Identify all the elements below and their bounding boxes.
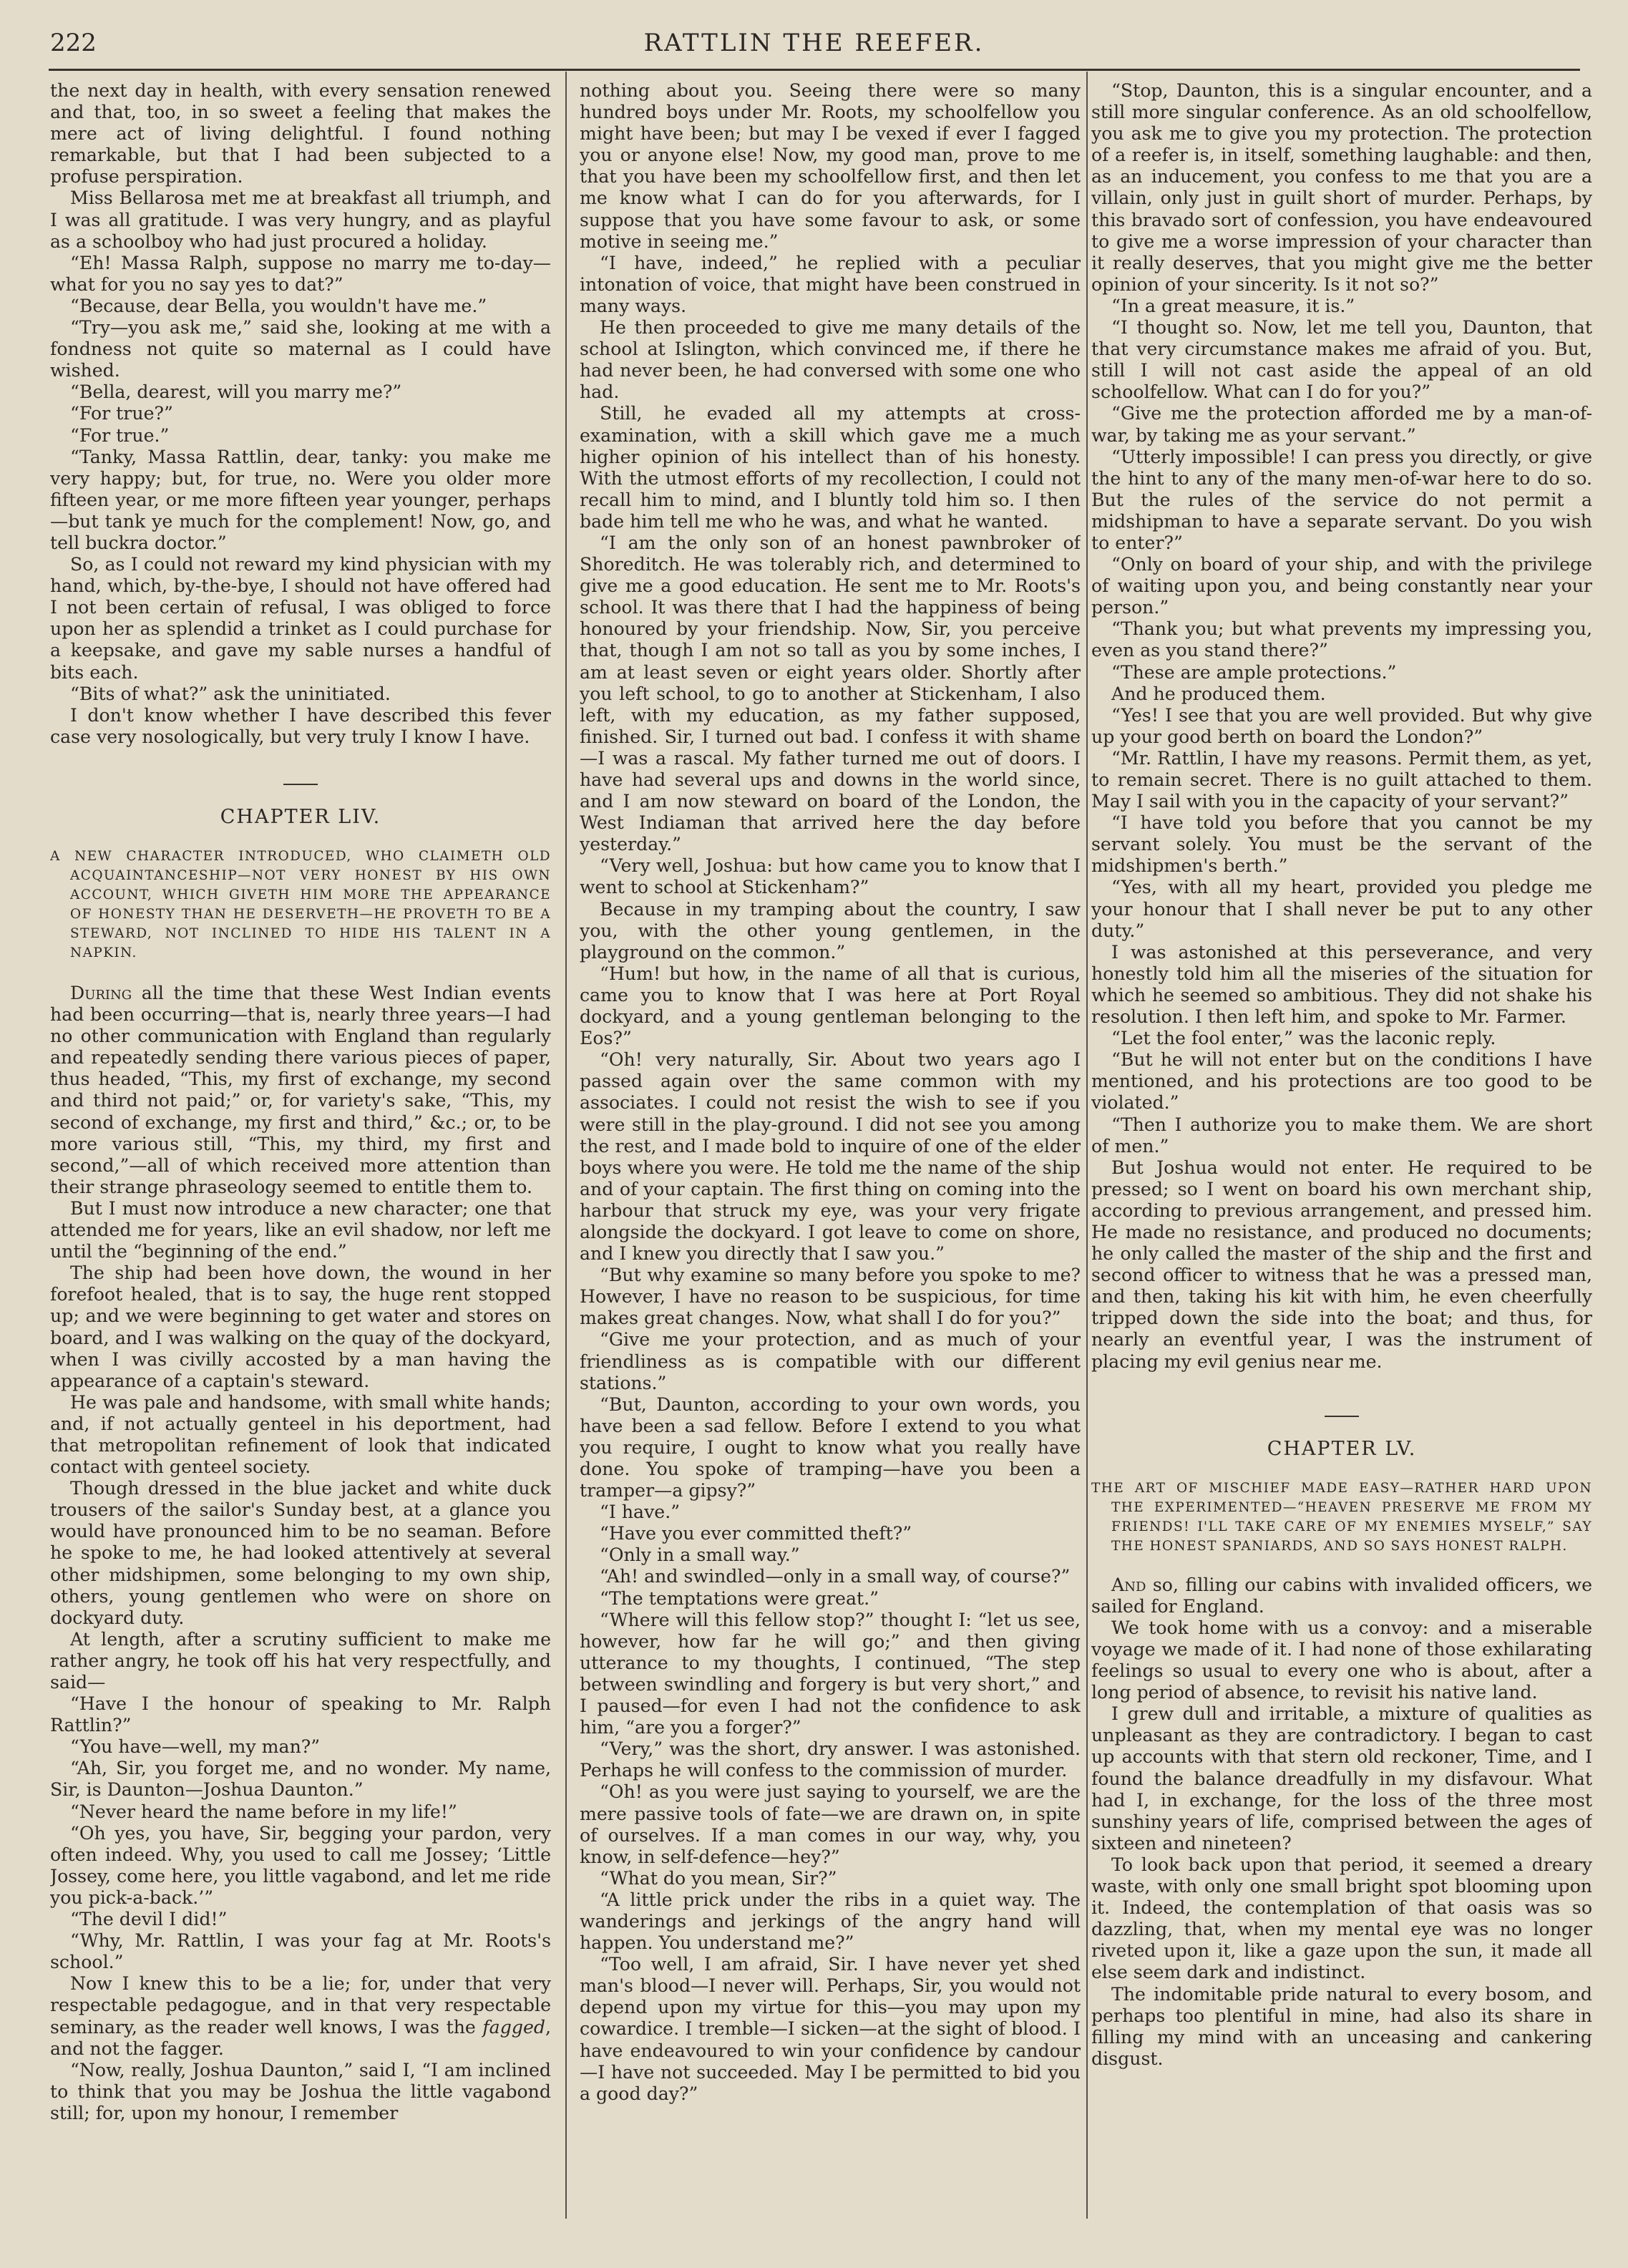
- drop-word: During: [70, 983, 132, 1003]
- paragraph: “For true.”: [70, 424, 170, 446]
- paragraph: “Let the fool enter,” was the laconic reply.: [1111, 1028, 1496, 1049]
- column-3: [1091, 80, 1592, 2213]
- header-rule: [49, 69, 1580, 71]
- paragraph: “What do you mean, Sir?”: [600, 1867, 837, 1889]
- paragraph: But Joshua would not enter. He required to be pressed; so I went on board his own merchant ship, according to previous arrangement, and pressed him. He made no resistance, and produced no documents; he only called the master of the ship and the first and second officer to witness that he was a pressed man, and then, taking his kit with him, he even cheerfully tripped down the side into the boat; and thus, for nearly an eventful year, I was the instrument of placing my evil genius near me.: [1091, 1157, 1592, 1372]
- paragraph: “A little prick under the ribs in a quiet way. The wanderings and jerkings of the angry hand will happen. You understand me?”: [580, 1889, 1081, 1954]
- column-1: [50, 80, 551, 2213]
- paragraph: “I have.”: [600, 1502, 681, 1523]
- paragraph: “In a great measure, it is.”: [1111, 295, 1355, 316]
- paragraph: “Only in a small way.”: [600, 1544, 800, 1566]
- paragraph: At length, after a scrutiny sufficient to make me rather angry, he took off his hat very respectfully, and said—: [50, 1628, 551, 1693]
- chapter-opening-paragraph: [1091, 1575, 1592, 1617]
- italic-word: fagged: [482, 2016, 545, 2038]
- paragraph: “But he will not enter but on the conditions I have mentioned, and his protections are too good to be violated.”: [1091, 1049, 1592, 1114]
- paragraph: “Where will this fellow stop?” thought I: “let us see, however, how far he will go;” and then giving utterance to my thoughts, I continued, “The step between swindling and forgery is but very short,” and I paused—for even I had not the confidence to ask him, “are you a forger?”: [580, 1609, 1081, 1738]
- paragraph: “Give me your protection, and as much of your friendliness as is compatible with our different stations.”: [580, 1329, 1081, 1393]
- paragraph: the next day in health, with every sensation renewed and that, too, in so sweet a feeling that makes the mere act of living delightful. I found nothing remarkable, but that I had been subjected to a profuse perspiration.: [50, 80, 551, 188]
- paragraph: “Try—you ask me,” said she, looking at me with a fondness not quite so maternal as I could have wished.: [50, 317, 551, 381]
- paragraph: “Only on board of your ship, and with the privilege of waiting upon you, and being constantly near your person.”: [1091, 554, 1592, 618]
- paragraph: “Have I the honour of speaking to Mr. Ralph Rattlin?”: [50, 1693, 551, 1736]
- paragraph: Miss Bellarosa met me at breakfast all triumph, and I was all gratitude. I was very hungry, and as playful as a schoolboy who had just procured a holiday.: [50, 188, 551, 252]
- paragraph: “These are ample protections.”: [1111, 661, 1397, 683]
- paragraph-text: , and not the fagger.: [50, 2016, 551, 2059]
- paragraph: “I have told you before that you cannot be my servant solely. You must be the servant of the midshipmen's berth.”: [1091, 812, 1592, 877]
- paragraph: “But why examine so many before you spoke to me? However, I have no reason to be suspicious, for time makes great changes. Now, what shall I do for you?”: [580, 1265, 1081, 1329]
- paragraph: “Very well, Joshua: but how came you to know that I went to school at Stickenham?”: [580, 855, 1081, 898]
- paragraph: I don't know whether I have described this fever case very nosologically, but very truly I know I have.: [50, 704, 551, 747]
- paragraph: “Why, Mr. Rattlin, I was your fag at Mr. Roots's school.”: [50, 1930, 551, 1973]
- column-2: [580, 80, 1081, 2213]
- paragraph: And he produced them.: [1111, 683, 1326, 704]
- paragraph: I grew dull and irritable, a mixture of qualities as unpleasant as they are contradictory. I began to cast up accounts with that stern old reckoner, Time, and I found the balance dreadfully in my disfavour. What had I, in exchange, for the loss of the three most sunshiny years of life, comprised between the ages of sixteen and nineteen?: [1091, 1703, 1592, 1854]
- paragraph: Though dressed in the blue jacket and white duck trousers of the sailor's Sunday best, at a glance you would have pronounced him to be no seaman. Before he spoke to me, he had looked attentively at several other midshipmen, some belonging to my own ship, others, young gentlemen who were on shore on dockyard duty.: [50, 1478, 551, 1628]
- paragraph: “Ah, Sir, you forget me, and no wonder. My name, Sir, is Daunton—Joshua Daunton.”: [50, 1758, 551, 1801]
- paragraph: The indomitable pride natural to every bosom, and perhaps too plentiful in mine, had also its share in filling my mind with an unceasing and cankering disgust.: [1091, 1983, 1592, 2069]
- paragraph: “Bella, dearest, will you marry me?”: [70, 381, 402, 403]
- paragraph: “The devil I did!”: [70, 1909, 228, 1930]
- chapter-title: CHAPTER LV.: [1267, 1437, 1417, 1460]
- running-title: RATTLIN THE REEFER.: [643, 29, 985, 57]
- paragraph: Still, he evaded all my attempts at cross-examination, with a skill which gave me a much higher opinion of his intellect than of his honesty. With the utmost efforts of my recollection, I could not recall him to mind, and I bluntly told him so. I then bade him tell me who he was, and what he wanted.: [580, 403, 1081, 532]
- paragraph: “I have, indeed,” he replied with a peculiar intonation of voice, that might have been construed in many ways.: [580, 252, 1081, 316]
- paragraph: But I must now introduce a new character; one that attended me for years, like an evil shadow, nor left me until the “beginning of the end.”: [50, 1197, 551, 1262]
- paragraph: “Eh! Massa Ralph, suppose no marry me to-day—what for you no say yes to dat?”: [50, 252, 551, 295]
- paragraph: “Stop, Daunton, this is a singular encounter, and a still more singular conference. As an old schoolfellow, you ask me to give you my protection. The protection of a reefer is, in itself, something laughable: and then, as an inducement, you confess to me that you are a villain, only just in guilt short of murder. Perhaps, by this bravado sort of confession, you have endeavoured to give me a worse impression of your character than it really deserves, that you might give me the better opinion of your sincerity. Is it not so?”: [1091, 80, 1592, 295]
- paragraph: I was astonished at this perseverance, and very honestly told him all the miseries of the situation for which he seemed so ambitious. They did not shake his resolution. I then left him, and spoke to Mr. Farmer.: [1091, 941, 1592, 1028]
- paragraph: [50, 1973, 551, 2059]
- paragraph: “Now, really, Joshua Daunton,” said I, “I am inclined to think that you may be Joshua the little vagabond still; for, upon my honour, I remember: [50, 2059, 551, 2123]
- paragraph: He then proceeded to give me many details of the school at Islington, which convinced me, if there he had never been, he had conversed with some one who had.: [580, 317, 1081, 403]
- paragraph: “Oh yes, you have, Sir, begging your pardon, very often indeed. Why, you used to call me Jossey; ‘Little Jossey, come here, you little vagabond, and let me ride you pick-a-back.’”: [50, 1822, 551, 1908]
- paragraph: “Too well, I am afraid, Sir. I have never yet shed man's blood—I never will. Perhaps, Sir, you would not depend upon my virtue for this—you may upon my cowardice. I tremble—I sicken—at the sight of blood. I have endeavoured to win your confidence by candour—I have not succeeded. May I be permitted to bid you a good day?”: [580, 1954, 1081, 2104]
- paragraph: The ship had been hove down, the wound in her forefoot healed, that is to say, the huge rent stopped up; and we were beginning to get water and stores on board, and I was walking on the quay of the dockyard, when I was civilly accosted by a man having the appearance of a captain's steward.: [50, 1262, 551, 1391]
- paragraph: “I thought so. Now, let me tell you, Daunton, that that very circumstance makes me afraid of you. But, still I will not cast aside the appeal of an old schoolfellow. What can I do for you?”: [1091, 317, 1592, 403]
- chapter-opening-paragraph: [50, 983, 551, 1198]
- chapter-title: CHAPTER LIV.: [220, 805, 381, 828]
- paragraph-text: Now I knew this to be a lie; for, under that very respectable pedagogue, and in that very respectable seminary, as the reader well knows, I was the: [50, 1973, 551, 2038]
- paragraph: “Thank you; but what prevents my impressing you, even as you stand there?”: [1091, 618, 1592, 661]
- paragraph: “Oh! very naturally, Sir. About two years ago I passed again over the same common with my associates. I could not resist the wish to see if you were still in the play-ground. I did not see you among the rest, and I made bold to inquire of one of the elder boys where you were. He told me the name of the ship and of your captain. The first thing on coming into the harbour that struck my eye, was your very frigate alongside the dockyard. I got leave to come on shore, and I knew you directly that I saw you.”: [580, 1049, 1081, 1265]
- paragraph: “For true?”: [70, 403, 173, 424]
- paragraph-text: all the time that these West Indian events had been occurring—that is, nearly three years—I had no other communication with England than regularly and repeatedly sending there various pieces of paper, thus headed, “This, my first of exchange, my second and third not paid;” or, for variety's sake, “This, my second of exchange, my first and third,” &c.; or, to be more various still, “This, my third, my first and second,”—all of which received more attention than their strange phraseology seemed to entitle them to.: [50, 983, 551, 1197]
- section-divider: [283, 784, 318, 785]
- section-divider: [1325, 1416, 1359, 1417]
- paragraph: Because in my tramping about the country, I saw you, with the other young gentlemen, in the playground on the common.”: [580, 898, 1081, 963]
- paragraph: “Give me the protection afforded me by a man-of-war, by taking me as your servant.”: [1091, 403, 1592, 446]
- paragraph: “The temptations were great.”: [600, 1587, 879, 1609]
- paragraph: “Have you ever committed theft?”: [600, 1523, 912, 1544]
- paragraph: “Very,” was the short, dry answer. I was astonished. Perhaps he will confess to the commission of murder.: [580, 1738, 1081, 1781]
- paragraph: “Hum! but how, in the name of all that is curious, came you to know that I was here at Port Royal dockyard, and a young gentleman belonging to the Eos?”: [580, 963, 1081, 1049]
- chapter-synopsis: THE ART OF MISCHIEF MADE EASY—RATHER HARD UPON THE EXPERIMENTED—“HEAVEN PRESERVE ME FROM MY FRIENDS! I'LL TAKE CARE OF MY ENEMIES MYSELF,” SAY THE HONEST SPANIARDS, AND SO SAYS HONEST RALPH.: [1091, 1480, 1592, 1554]
- paragraph-text: so, filling our cabins with invalided officers, we sailed for England.: [1091, 1574, 1592, 1617]
- page-number: 222: [50, 29, 97, 57]
- paragraph: “But, Daunton, according to your own words, you have been a sad fellow. Before I extend to you what you require, I ought to know what you really have done. You spoke of tramping—have you been a tramper—a gipsy?”: [580, 1393, 1081, 1502]
- paragraph: He was pale and handsome, with small white hands; and, if not actually genteel in his deportment, had that metropolitan refinement of look that indicated contact with genteel society.: [50, 1391, 551, 1478]
- paragraph: “I am the only son of an honest pawnbroker of Shoreditch. He was tolerably rich, and determined to give me a good education. He sent me to Mr. Roots's school. It was there that I had the happiness of being honoured by your friendship. Now, Sir, you perceive that, though I am not so tall as you by some inches, I am at least seven or eight years older. Shortly after you left school, to go to another at Stickenham, I also left, with my education, as my father supposed, finished. Sir, I turned out bad. I confess it with shame—I was a rascal. My father turned me out of doors. I have had several ups and downs in the world since, and I am now steward on board of the London, the West Indiaman that arrived here the day before yesterday.”: [580, 532, 1081, 855]
- paragraph: “Yes! I see that you are well provided. But why give up your good berth on board the London?”: [1091, 704, 1592, 747]
- drop-word: And: [1111, 1574, 1146, 1595]
- column-rule-right: [1086, 72, 1088, 2219]
- paragraph: “Yes, with all my heart, provided you pledge me your honour that I shall never be put to any other duty.”: [1091, 877, 1592, 941]
- paragraph: “You have—well, my man?”: [70, 1736, 321, 1758]
- paragraph: “Tanky, Massa Rattlin, dear, tanky: you make me very happy; but, for true, no. Were you older more fifteen year, or me more fifteen year younger, perhaps—but tank ye much for the complement! Now, go, and tell buckra doctor.”: [50, 446, 551, 553]
- paragraph: “Because, dear Bella, you wouldn't have me.”: [70, 295, 487, 316]
- chapter-synopsis: A NEW CHARACTER INTRODUCED, WHO CLAIMETH OLD ACQUAINTANCESHIP—NOT VERY HONEST BY HIS OWN ACCOUNT, WHICH GIVETH HIM MORE THE APPEARANCE OF HONESTY THAN HE DESERVETH—HE PROVETH TO BE A STEWARD, NOT INCLINED TO HIDE HIS TALENT IN A NAPKIN.: [50, 849, 551, 960]
- paragraph: nothing about you. Seeing there were so many hundred boys under Mr. Roots, my schoolfellow you might have been; but may I be vexed if ever I fagged you or anyone else! Now, my good man, prove to me that you have been my schoolfellow first, and then let me know what I can do for you afterwards, for I suppose that you have some favour to ask, or some motive in seeing me.”: [580, 80, 1081, 252]
- paragraph: “Mr. Rattlin, I have my reasons. Permit them, as yet, to remain secret. There is no guilt attached to them. May I sail with you in the capacity of your servant?”: [1091, 747, 1592, 812]
- paragraph: To look back upon that period, it seemed a dreary waste, with only one small bright spot blooming upon it. Indeed, the contemplation of that oasis was so dazzling, that, when my mental eye was no longer riveted upon it, like a gaze upon the sun, it made all else seem dark and indistinct.: [1091, 1854, 1592, 1983]
- page-header: [50, 29, 1578, 60]
- paragraph: So, as I could not reward my kind physician with my hand, which, by-the-bye, I should not have offered had I not been certain of refusal, I was obliged to force upon her as splendid a trinket as I could purchase for a keepsake, and gave my sable nurses a handful of bits each.: [50, 554, 551, 683]
- paragraph: “Ah! and swindled—only in a small way, of course?”: [600, 1566, 1071, 1587]
- paragraph: We took home with us a convoy: and a miserable voyage we made of it. I had none of those exhilarating feelings so usual to every one who is about, after a long period of absence, to revisit his native land.: [1091, 1617, 1592, 1703]
- paragraph: “Never heard the name before in my life!”: [70, 1801, 457, 1822]
- paragraph: “Bits of what?” ask the uninitiated.: [70, 683, 391, 704]
- paragraph: “Then I authorize you to make them. We are short of men.”: [1091, 1114, 1592, 1157]
- paragraph: “Utterly impossible! I can press you directly, or give the hint to any of the many men-of-war here to do so. But the rules of the service do not permit a midshipman to have a separate servant. Do you wish to enter?”: [1091, 446, 1592, 553]
- column-rule-left: [565, 72, 567, 2219]
- paragraph: “Oh! as you were just saying to yourself, we are the mere passive tools of fate—we are drawn on, in spite of ourselves. If a man comes in our way, why, you know, in self-defence—hey?”: [580, 1781, 1081, 1867]
